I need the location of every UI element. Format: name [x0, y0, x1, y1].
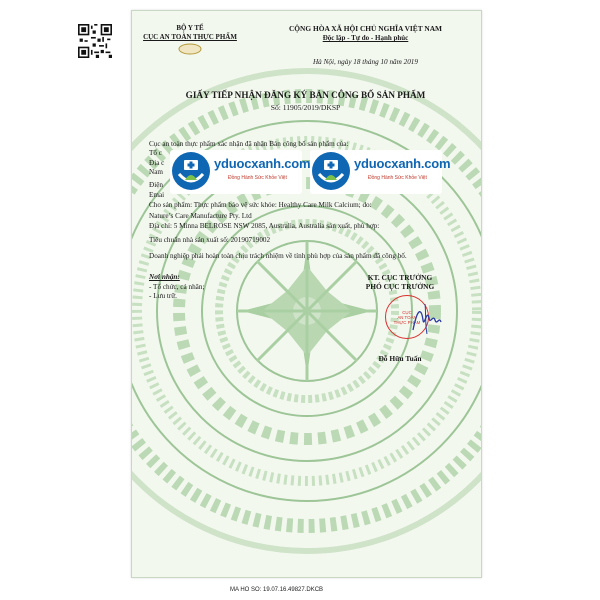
recipients-heading: Nơi nhận:	[149, 273, 180, 281]
intro-text: Cục an toàn thực phẩm xác nhận đã nhận Bản công bố sản phẩm của:	[149, 140, 349, 148]
watermark-brand: yduocxanh.com	[354, 156, 451, 171]
country-name: CỘNG HÒA XÃ HỘI CHỦ NGHĨA VIỆT NAM	[288, 24, 443, 33]
signature-scribble	[405, 300, 445, 340]
manufacturer-line: Nature’s Care Manufacture Pty. Ltd	[149, 212, 252, 220]
phone-line: Điện	[149, 181, 163, 189]
qr-code	[78, 24, 112, 58]
watermark-logo	[310, 150, 451, 194]
place-date: Hà Nội, ngày 18 tháng 10 năm 2019	[312, 58, 418, 66]
dossier-code: MA HO SO: 19.07.16.49827.DKCB	[230, 587, 324, 593]
address-line: Địa c	[149, 159, 165, 167]
watermark-brand: yduocxanh.com	[214, 156, 311, 171]
signer-name: Đỗ Hữu Tuấn	[378, 354, 422, 363]
ministry-label: BỘ Y TẾ	[176, 24, 204, 32]
pharmacy-logo-icon	[172, 152, 210, 190]
department-label: CỤC AN TOÀN THỰC PHẨM	[143, 33, 237, 41]
document-title: GIẤY TIẾP NHẬN ĐĂNG KÝ BẢN CÔNG BỐ SẢN PHẨM	[185, 90, 426, 100]
email-line: Emai	[149, 191, 165, 199]
signature-title: KT. CỤC TRƯỞNG	[367, 273, 433, 282]
seal-text: CỤC	[402, 309, 412, 315]
manufacturer-address: Địa chỉ: 5 Minna BELROSE NSW 2085, Australia, Australia sản xuất, phù hợp:	[149, 222, 380, 230]
responsibility-statement: Doanh nghiệp phải hoàn toàn chịu trách nhiệm về tính phù hợp của sản phẩm đã công bố.	[149, 252, 407, 260]
watermark-tagline: Đồng Hành Sức Khỏe Việt	[368, 175, 427, 181]
seal-text: THỰC PHẨM	[393, 319, 421, 325]
nam-line: Nam	[149, 168, 163, 176]
recipient-item: - Tổ chức, cá nhân;	[149, 283, 205, 291]
recipient-item: - Lưu trữ.	[149, 292, 177, 300]
watermark-tagline: Đồng Hành Sức Khỏe Việt	[228, 175, 287, 181]
national-motto: Độc lập - Tự do - Hạnh phúc	[322, 34, 409, 42]
document-number: Số: 11905/2019/DKSP	[270, 103, 341, 112]
signature-position: PHÓ CỤC TRƯỞNG	[365, 282, 435, 291]
product-line: Cho sản phẩm: Thực phẩm bảo vệ sức khỏe: Healthy Care Milk Calcium; do:	[149, 201, 372, 209]
watermark-logo	[170, 150, 311, 194]
seal-text: AN TOÀN	[397, 314, 417, 320]
pharmacy-logo-icon	[312, 152, 350, 190]
vfa-logo-icon	[178, 43, 202, 55]
standard-number: Tiêu chuẩn nhà sản xuất số: 20190719002	[149, 236, 271, 244]
organization-line: Tổ c	[149, 149, 162, 157]
